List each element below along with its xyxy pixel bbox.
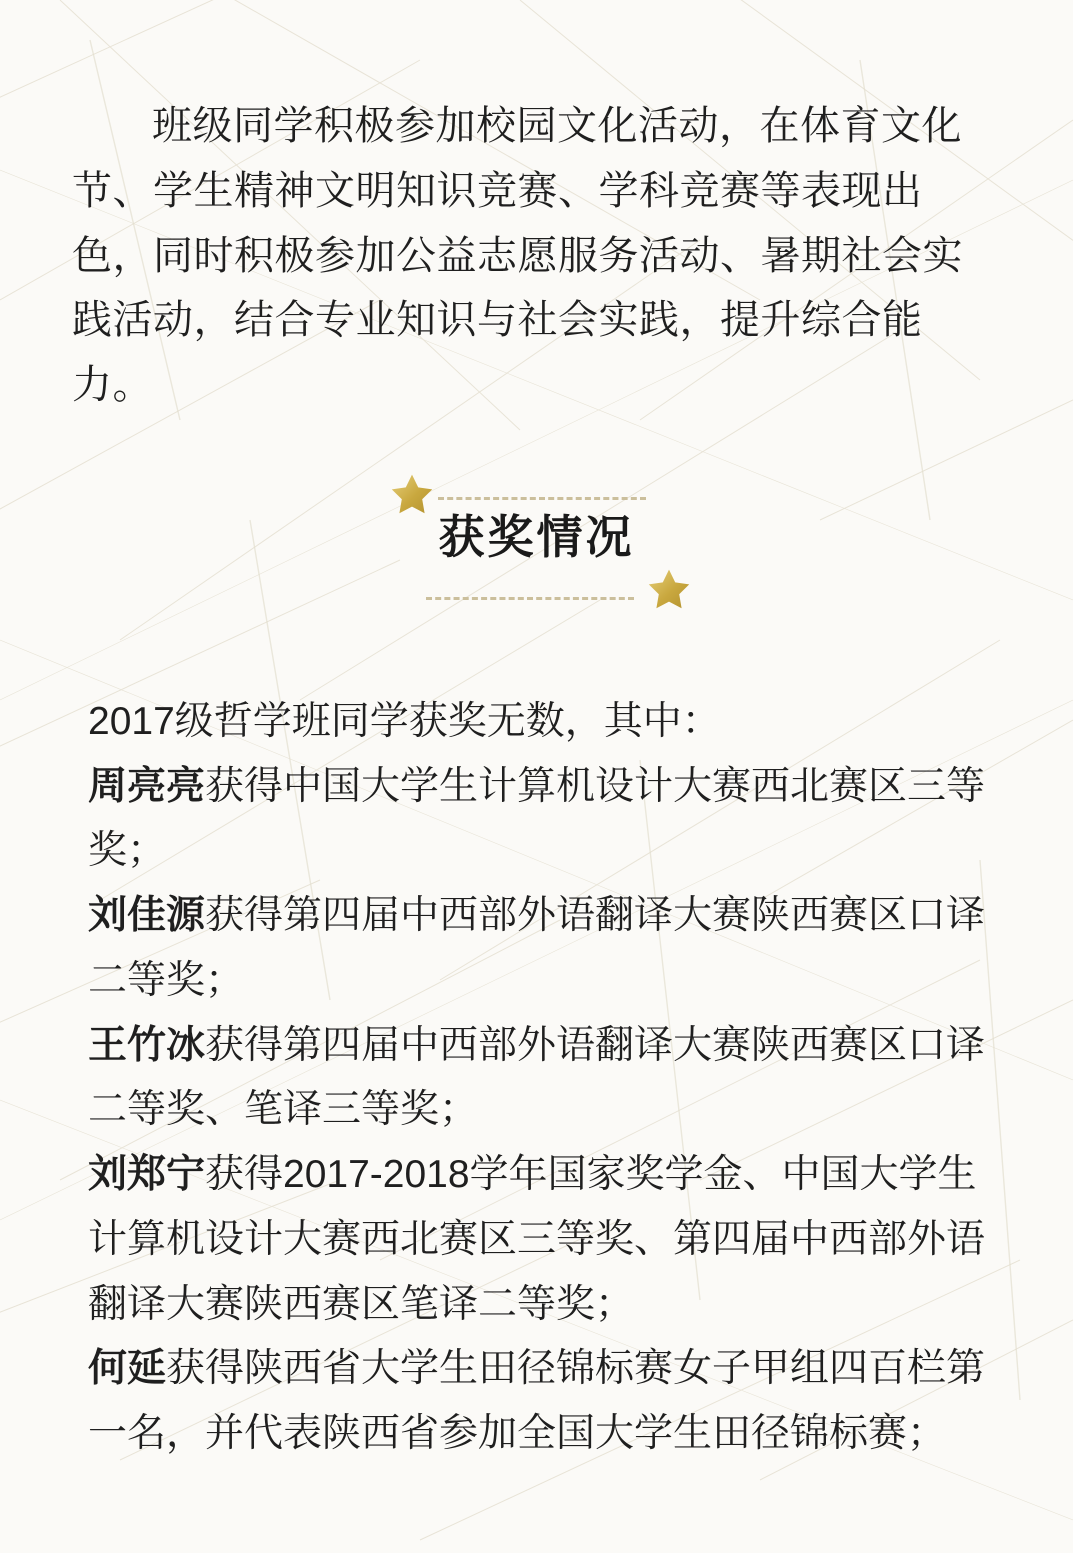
- award-name: 刘佳源: [88, 894, 206, 938]
- award-detail: 获得第四届中西部外语翻译大赛陕西赛区口译二等奖、笔译三等奖；: [88, 1023, 986, 1132]
- award-name: 何延: [88, 1347, 167, 1391]
- award-item: [88, 1143, 998, 1337]
- intro-paragraph: 班级同学积极参加校园文化活动，在体育文化节、学生精神文明知识竞赛、学科竞赛等表现出色，同时积极参加公益志愿服务活动、暑期社会实践活动，结合专业知识与社会实践，提升综合能力。: [72, 104, 963, 408]
- awards-list: [88, 690, 998, 1467]
- award-detail: 获得第四届中西部外语翻译大赛陕西赛区口译二等奖；: [88, 894, 986, 1002]
- award-item: [88, 1337, 998, 1466]
- award-detail: 获得中国大学生计算机设计大赛西北赛区三等奖；: [88, 764, 986, 873]
- award-name: 周亮亮: [88, 764, 206, 808]
- award-detail: 获得陕西省大学生田径锦标赛女子甲组四百栏第一名，并代表陕西省参加全国大学生田径锦标赛；: [88, 1347, 986, 1456]
- award-item: [88, 755, 998, 884]
- section-header: [0, 455, 1073, 630]
- star-icon-bottom: [645, 566, 693, 614]
- award-name: 王竹冰: [88, 1023, 206, 1067]
- dashed-line-bottom: [426, 597, 634, 600]
- award-name: 刘郑宁: [88, 1153, 206, 1197]
- award-item: [88, 884, 998, 1013]
- award-item: [88, 1014, 998, 1143]
- section-title: 获奖情况: [438, 511, 635, 563]
- award-detail: 获得2017-2018学年国家奖学金、中国大学生计算机设计大赛西北赛区三等奖、第四届中西部外语翻译大赛陕西赛区笔译二等奖；: [88, 1153, 986, 1326]
- dashed-line-top: [438, 497, 646, 500]
- awards-lead: 2017级哲学班同学获奖无数，其中：: [88, 700, 721, 743]
